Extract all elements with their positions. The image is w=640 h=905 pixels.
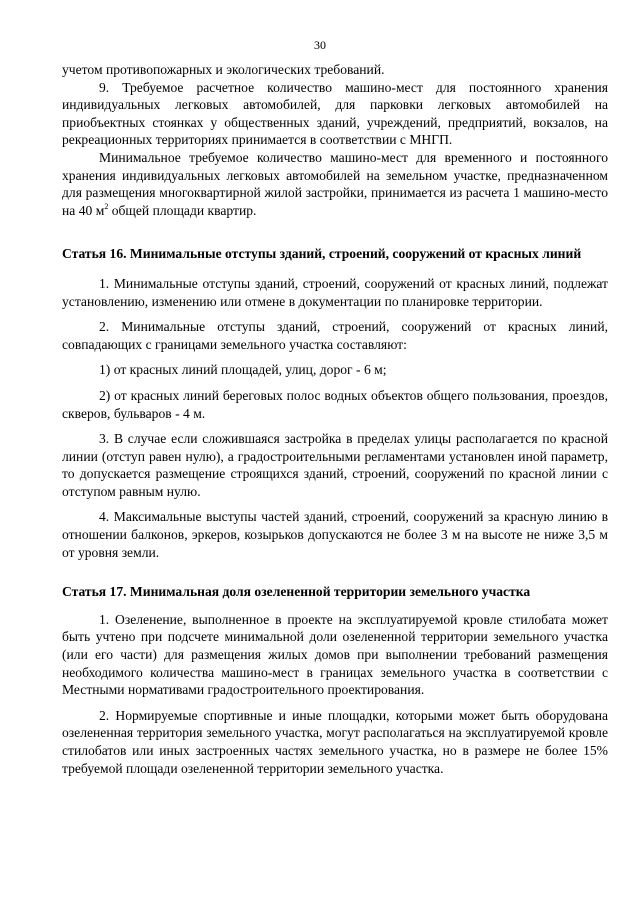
article-16-item-1: 1. Минимальные отступы зданий, строений, сооружений от красных линий, подлежат установлению, изменению или отмене в документации по планировке территории. xyxy=(62,275,608,309)
paragraph-parking-norm xyxy=(62,149,608,219)
article-16-subitem-1: 1) от красных линий площадей, улиц, дорог - 6 м; xyxy=(99,362,387,378)
superscript-squared: 2 xyxy=(104,201,109,211)
page-number: 30 xyxy=(314,38,326,52)
article-16-item-3: 3. В случае если сложившаяся застройка в пределах улицы располагается по красной линии (отступ равен нулю), а градостроительными регламентами установлен иной параметр, то допускается размещение строящихся зданий, строений, сооружений по красной линии с отступом равным нулю. xyxy=(62,431,608,499)
article-17-item-1: 1. Озеленение, выполненное в проекте на эксплуатируемой кровле стилобата может быть учтено при подсчете минимальной доли озелененной территории земельного участка (или его части) для размещения жилых домов при выполнении требований размещения необходимого количества машино-мест в границах земельного участка в соответствии с Местными нормативами градостроительного проектирования. xyxy=(62,611,608,698)
article-16-subitem-2: 2) от красных линий береговых полос водных объектов общего пользования, проездов, скверов, бульваров - 4 м. xyxy=(62,387,608,421)
paragraph-parking-norm-text: Минимальное требуемое количество машино-мест для временного и постоянного хранения индивидуальных легковых автомобилей на земельном участке, предназначенном для размещения многоквартирной жилой застройки, принимается из расчета 1 машино-место на 40 м xyxy=(62,149,608,218)
article-17-item-2: 2. Нормируемые спортивные и иные площадки, которыми может быть оборудована озелененная территория земельного участка, могут располагаться на эксплуатируемой кровле стилобатов или иных застроенных частях земельного участка, но в размере не более 15% требуемой площади озелененной территории земельного участка. xyxy=(62,707,608,776)
article-16-heading: Статья 16. Минимальные отступы зданий, строений, сооружений от красных линий xyxy=(62,246,582,262)
paragraph-continuation: учетом противопожарных и экологических требований. xyxy=(62,62,385,77)
article-17-heading: Статья 17. Минимальная доля озелененной территории земельного участка xyxy=(62,584,531,600)
document-body xyxy=(62,61,608,777)
paragraph-parking-norm-end: общей площади квартир. xyxy=(108,202,257,218)
article-16-item-2: 2. Минимальные отступы зданий, строений, сооружений от красных линий, совпадающих с границами земельного участка составляют: xyxy=(62,319,608,352)
paragraph-item-9: 9. Требуемое расчетное количество машино-мест для постоянного хранения индивидуальных легковых автомобилей, для парковки легковых автомобилей на приобъектных стоянках у общественных зданий, учреждений, предприятий, вокзалов, на рекреационных территориях принимается в соответствии с МНГП. xyxy=(62,79,608,148)
article-16-item-4: 4. Максимальные выступы частей зданий, строений, сооружений за красную линию в отношении балконов, эркеров, козырьков допускаются не более 3 м на высоте не ниже 3,5 м от уровня земли. xyxy=(62,509,608,560)
